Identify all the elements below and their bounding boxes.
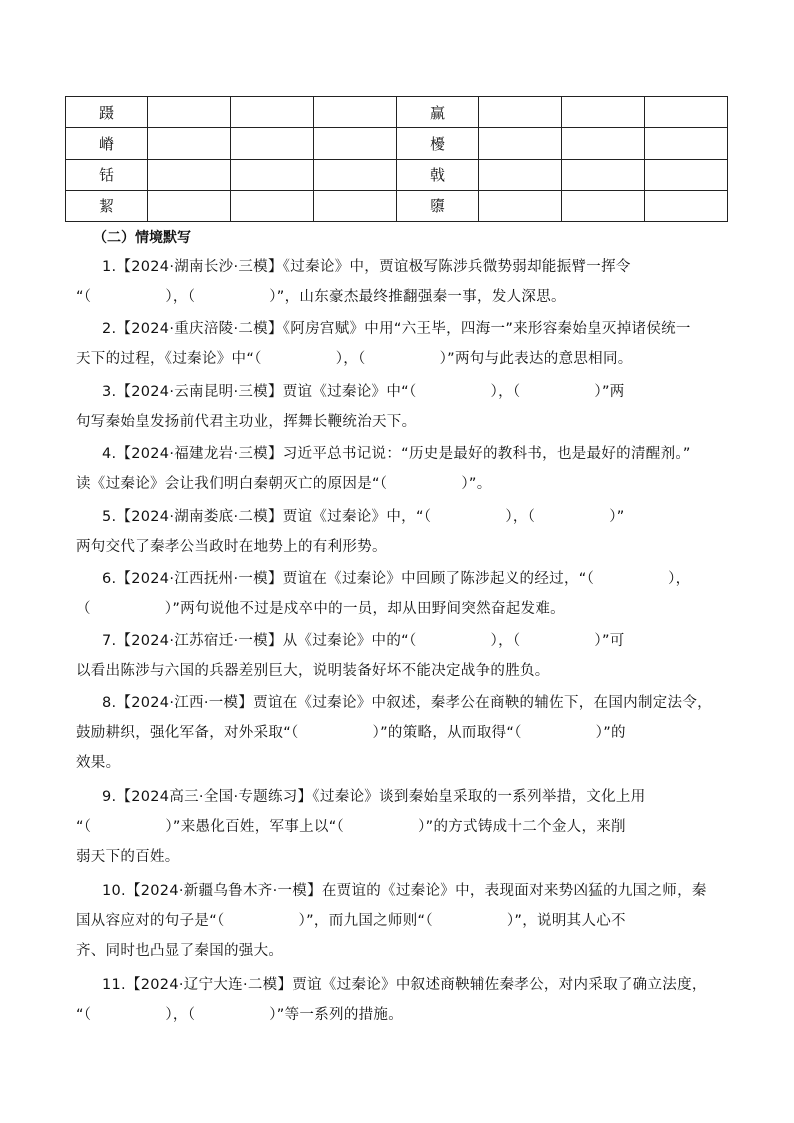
- question-item: [76, 564, 728, 624]
- character-table: [65, 96, 728, 222]
- answer-cell: [314, 128, 397, 159]
- answer-cell: [314, 159, 397, 190]
- question-line: 齐、同时也凸显了秦国的强大。: [76, 943, 284, 959]
- char-cell: 戟: [397, 159, 479, 190]
- answer-cell: [148, 128, 231, 159]
- char-cell: 櫌: [397, 128, 479, 159]
- question-item: [76, 502, 728, 562]
- answer-cell: [645, 190, 728, 221]
- question-line: 3.【2024·云南昆明·三模】贾谊《过秦论》中“（ ），（ ）”两: [102, 384, 625, 400]
- char-cell: 嵴: [66, 128, 148, 159]
- question-line: 10.【2024·新疆乌鲁木齐·一模】在贾谊的《过秦论》中，表现面对来势凶猛的九国之师，秦: [102, 883, 707, 899]
- question-line: “（ ），（ ）”，山东豪杰最终推翻强秦一事，发人深思。: [76, 289, 566, 305]
- answer-cell: [314, 97, 397, 128]
- question-line: 7.【2024·江苏宿迁·一模】从《过秦论》中的“（ ），（ ）”可: [102, 633, 625, 649]
- table-row: [66, 97, 728, 128]
- question-line: 6.【2024·江西抚州·一模】贾谊在《过秦论》中回顾了陈涉起义的经过，“（ ），: [102, 571, 691, 587]
- answer-cell: [479, 190, 562, 221]
- question-line: 鼓励耕织，强化军备，对外采取“（ ）”的策略，从而取得“（ ）”的: [76, 725, 626, 741]
- question-line: 8.【2024·江西·一模】贾谊在《过秦论》中叙述，秦孝公在商鞅的辅佐下，在国内制定法令，: [102, 695, 712, 711]
- question-line: 读《过秦论》会让我们明白秦朝灭亡的原因是“（ ）”。: [76, 476, 492, 492]
- answer-cell: [148, 190, 231, 221]
- answer-cell: [231, 190, 314, 221]
- question-item: [76, 970, 728, 1030]
- char-cell: 蹑: [66, 97, 148, 128]
- table-row: [66, 190, 728, 221]
- answer-cell: [231, 128, 314, 159]
- question-line: 11.【2024·辽宁大连·二模】贾谊《过秦论》中叙述商鞅辅佐秦孝公，对内采取了确立法度，: [102, 977, 707, 993]
- table-row: [66, 159, 728, 190]
- question-line: 1.【2024·湖南长沙·三模】《过秦论》中，贾谊极写陈涉兵微势弱却能振臂一挥令: [102, 259, 631, 275]
- answer-cell: [562, 97, 645, 128]
- question-line: 天下的过程，《过秦论》中“（ ），（ ）”两句与此表达的意思相同。: [76, 351, 633, 367]
- answer-cell: [148, 159, 231, 190]
- answer-cell: [479, 128, 562, 159]
- question-line: 9.【2024高三·全国·专题练习】《过秦论》谈到秦始皇采取的一系列举措，文化上用: [102, 789, 646, 805]
- answer-cell: [562, 159, 645, 190]
- question-item: [76, 439, 728, 499]
- question-line: 效果。: [76, 755, 121, 771]
- question-line: 4.【2024·福建龙岩·三模】习近平总书记说：“历史是最好的教科书，也是最好的清醒剂。”: [102, 446, 691, 462]
- question-line: 弱天下的百姓。: [76, 849, 180, 865]
- question-item: [76, 314, 728, 374]
- char-cell: 铦: [66, 159, 148, 190]
- question-item: [76, 377, 728, 437]
- question-item: [76, 626, 728, 686]
- question-item: [76, 876, 728, 966]
- question-item: [76, 782, 728, 872]
- answer-cell: [645, 128, 728, 159]
- char-cell: 赢: [397, 97, 479, 128]
- question-line: （ ）”两句说他不过是戍卒中的一员，却从田野间突然奋起发难。: [76, 601, 565, 617]
- answer-cell: [645, 159, 728, 190]
- answer-cell: [562, 128, 645, 159]
- section-title: （二）情境默写: [93, 230, 191, 246]
- question-line: 句写秦始皇发扬前代君主功业，挥舞长鞭统治天下。: [76, 414, 417, 430]
- answer-cell: [479, 159, 562, 190]
- table-row: [66, 128, 728, 159]
- char-cell: 絜: [66, 190, 148, 221]
- question-line: 5.【2024·湖南娄底·二模】贾谊《过秦论》中，“（ ），（ ）”: [102, 509, 625, 525]
- answer-cell: [148, 97, 231, 128]
- answer-cell: [645, 97, 728, 128]
- answer-cell: [562, 190, 645, 221]
- answer-cell: [231, 159, 314, 190]
- answer-cell: [231, 97, 314, 128]
- question-line: 以看出陈涉与六国的兵器差别巨大，说明装备好坏不能决定战争的胜负。: [76, 663, 550, 679]
- char-cell: 隳: [397, 190, 479, 221]
- question-line: 两句交代了秦孝公当政时在地势上的有利形势。: [76, 539, 387, 555]
- question-line: “（ ），（ ）”等一系列的措施。: [76, 1007, 404, 1023]
- question-item: [76, 688, 728, 778]
- question-item: [76, 252, 728, 312]
- answer-cell: [479, 97, 562, 128]
- answer-cell: [314, 190, 397, 221]
- question-line: 国从容应对的句子是“（ ）”，而九国之师则“（ ）”，说明其人心不: [76, 913, 626, 929]
- question-line: “（ ）”来愚化百姓，军事上以“（ ）”的方式铸成十二个金人，来削: [76, 819, 626, 835]
- question-line: 2.【2024·重庆涪陵·二模】《阿房宫赋》中用“六王毕，四海一”来形容秦始皇灭掉诸侯统一: [102, 321, 691, 337]
